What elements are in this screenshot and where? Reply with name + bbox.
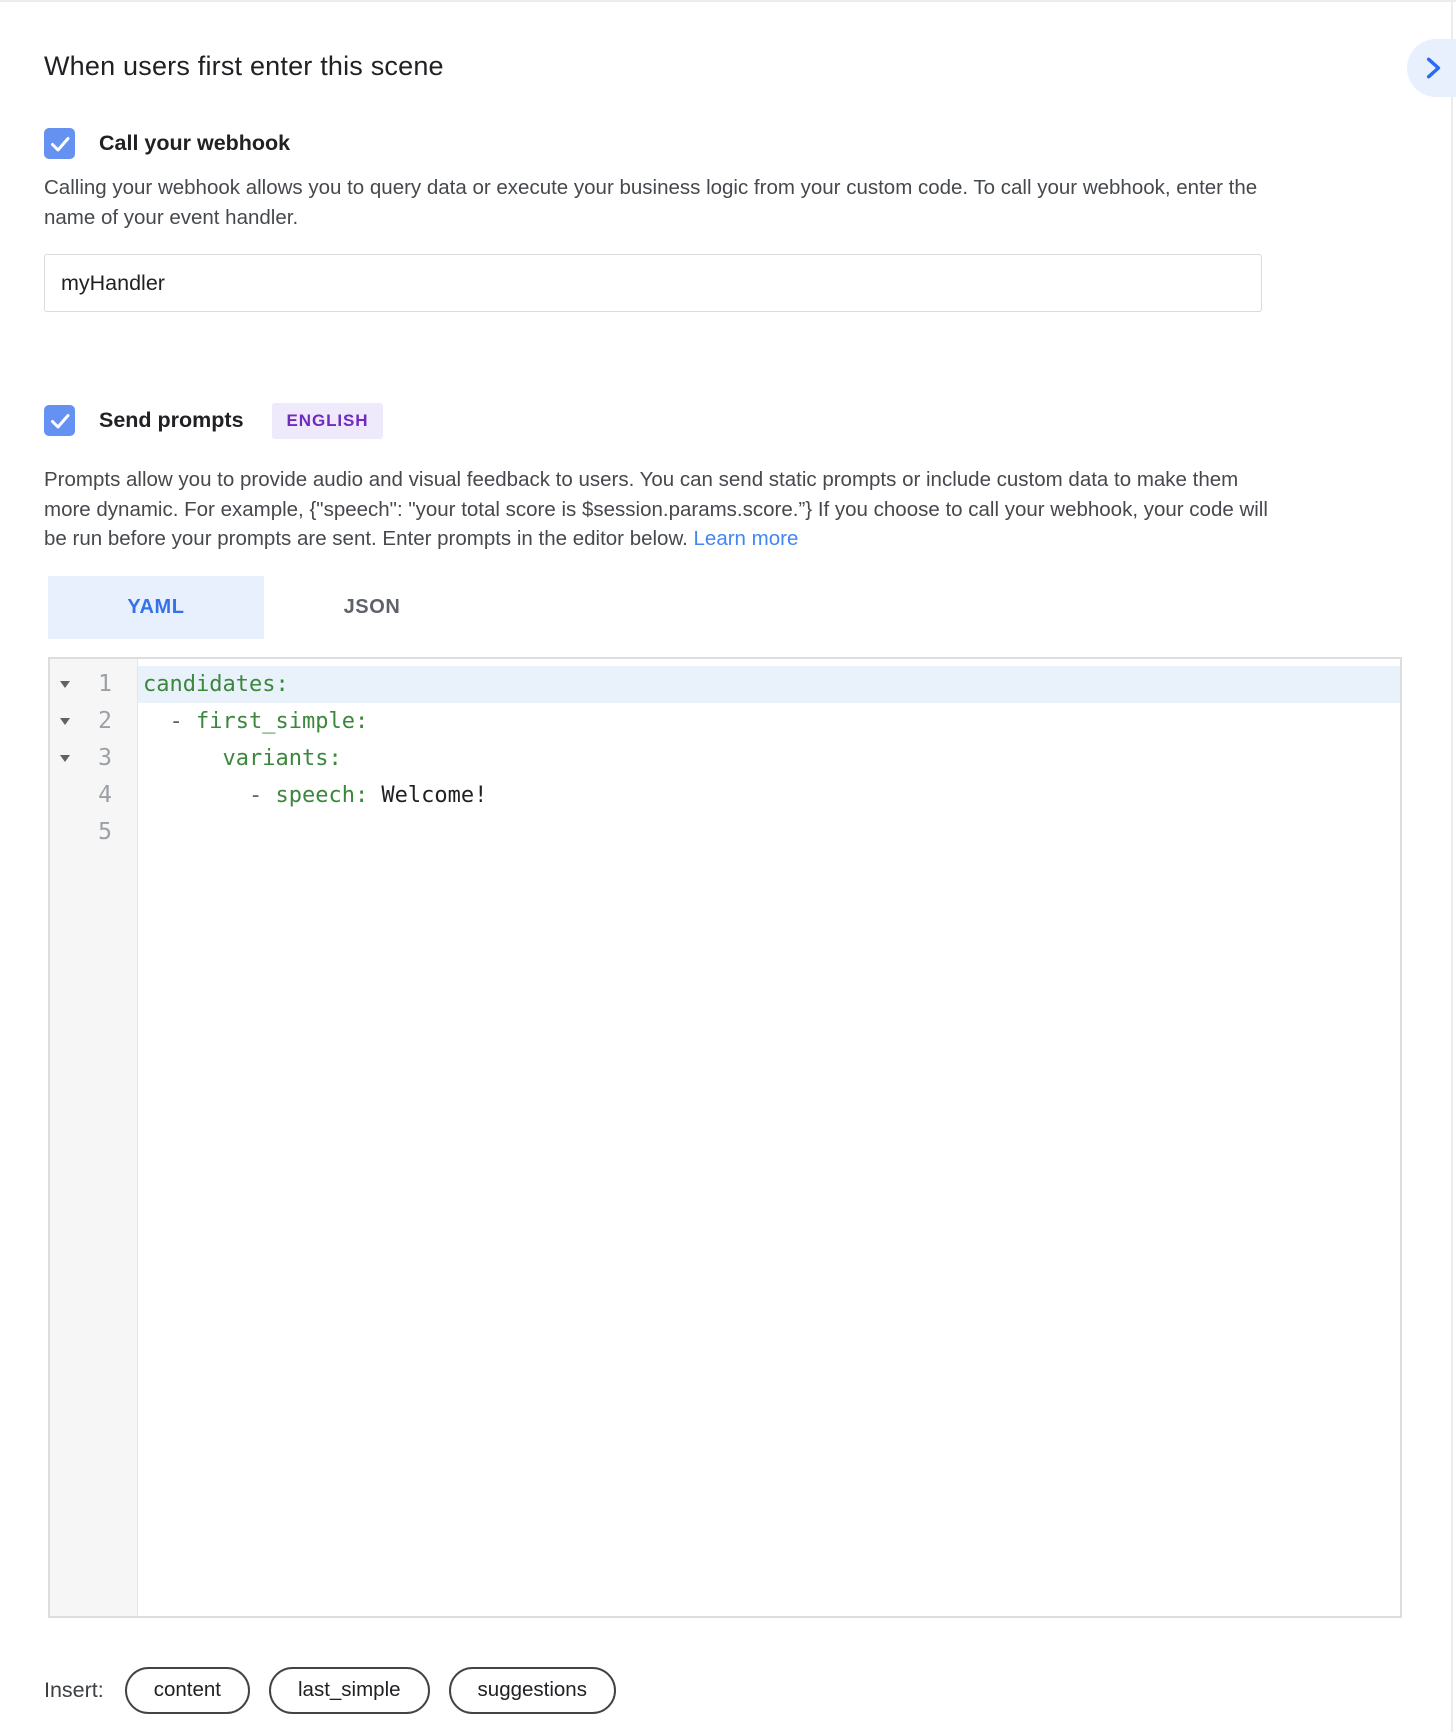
gutter-row [50, 814, 137, 851]
insert-chip-last_simple[interactable]: last_simple [269, 1667, 430, 1714]
code-token: - [248, 782, 276, 808]
insert-label: Insert: [44, 1677, 104, 1702]
event-handler-input[interactable] [44, 254, 1262, 312]
call-your-webhook-checkbox[interactable] [44, 128, 75, 159]
send-prompts-row [44, 402, 1456, 439]
editor-format-tabs [48, 576, 1456, 639]
editor-gutter [50, 659, 138, 1616]
insert-chip-suggestions[interactable]: suggestions [449, 1667, 616, 1714]
tab-yaml[interactable]: YAML [48, 576, 264, 639]
line-number: 1 [98, 671, 112, 697]
code-token [143, 709, 170, 734]
fold-caret-icon[interactable] [50, 718, 80, 725]
line-number: 4 [98, 782, 112, 808]
call-webhook-row [44, 128, 1456, 159]
insert-chips [125, 1667, 616, 1714]
code-line-3[interactable] [138, 740, 1400, 777]
gutter-row [50, 703, 137, 740]
code-token: candidates: [143, 671, 289, 697]
learn-more-link[interactable]: Learn more [693, 527, 799, 550]
insert-bar [44, 1667, 1456, 1714]
fold-caret-icon[interactable] [50, 755, 80, 762]
panel-top-border [0, 0, 1456, 2]
code-token: first_simple: [196, 708, 369, 734]
prompt-code-editor[interactable] [48, 657, 1402, 1618]
panel-right-border [1451, 0, 1453, 1732]
code-token [143, 746, 222, 771]
line-number: 5 [98, 819, 112, 845]
code-line-5[interactable] [138, 814, 1400, 851]
line-number: 3 [98, 745, 112, 771]
code-token: Welcome! [368, 782, 488, 808]
chevron-right-icon [1420, 55, 1446, 81]
call-webhook-label: Call your webhook [99, 131, 291, 155]
tab-json[interactable]: JSON [264, 576, 480, 639]
gutter-row [50, 666, 137, 703]
prompts-description [44, 465, 1268, 554]
webhook-description: Calling your webhook allows you to query data or execute your business logic from your custom code. To call your webhook, enter the name of your event handler. [44, 176, 1258, 229]
checkmark-icon [48, 132, 72, 156]
code-token: speech: [275, 782, 369, 808]
send-prompts-checkbox[interactable] [44, 405, 75, 436]
code-line-4[interactable] [138, 777, 1400, 814]
code-line-2[interactable] [138, 703, 1400, 740]
code-token [143, 783, 249, 808]
code-token: variants: [222, 745, 342, 771]
gutter-row [50, 777, 137, 814]
prompts-description-text: Prompts allow you to provide audio and visual feedback to users. You can send static prompts or include custom data to make them more dynamic. For example, {"speech": "your total score is $session.params.score.”} If you choose to call your webhook, your code will be run before your prompts are sent. Enter prompts in the editor below. [44, 468, 1268, 550]
code-token: - [169, 708, 196, 734]
line-number: 2 [98, 708, 112, 734]
collapse-panel-button[interactable] [1407, 39, 1456, 97]
insert-chip-content[interactable]: content [125, 1667, 250, 1714]
editor-code-area[interactable] [138, 659, 1400, 1616]
language-badge: ENGLISH [272, 403, 384, 439]
page-title: When users first enter this scene [44, 51, 444, 81]
code-line-1[interactable] [138, 666, 1400, 703]
send-prompts-label: Send prompts [99, 408, 244, 432]
fold-caret-icon[interactable] [50, 681, 80, 688]
gutter-row [50, 740, 137, 777]
checkmark-icon [48, 409, 72, 433]
